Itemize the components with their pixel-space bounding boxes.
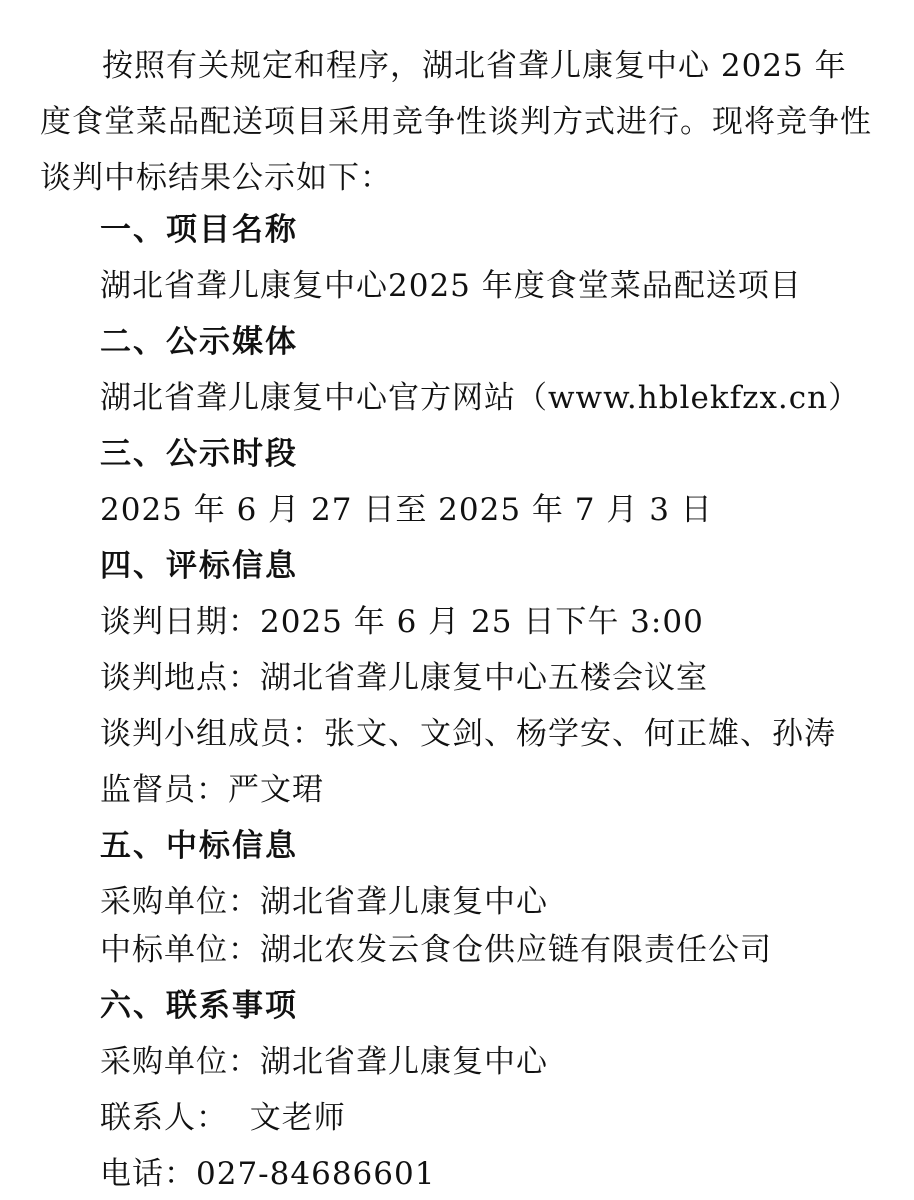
award-winner: 中标单位：湖北农发云食仓供应链有限责任公司 <box>100 932 772 968</box>
section-heading-project-name: 一、项目名称 <box>100 212 298 248</box>
evaluation-location: 谈判地点：湖北省聋儿康复中心五楼会议室 <box>100 660 708 696</box>
intro-paragraph: 按照有关规定和程序，湖北省聋儿康复中心 2025 年度食堂菜品配送项目采用竞争性谈判方式进行。现将竞争性谈判中标结果公示如下： <box>40 48 872 196</box>
section-heading-period: 三、公示时段 <box>100 436 298 472</box>
contact-phone: 电话：027-84686601 <box>100 1156 436 1192</box>
media-value: 湖北省聋儿康复中心官方网站（www.hblekfzx.cn） <box>100 380 861 416</box>
section-heading-contact: 六、联系事项 <box>100 988 298 1024</box>
section-heading-award: 五、中标信息 <box>100 828 298 864</box>
section-heading-evaluation: 四、评标信息 <box>100 548 298 584</box>
section-heading-media: 二、公示媒体 <box>100 324 298 360</box>
contact-buyer: 采购单位：湖北省聋儿康复中心 <box>100 1044 548 1080</box>
evaluation-members: 谈判小组成员：张文、文剑、杨学安、何正雄、孙涛 <box>100 716 836 752</box>
contact-person: 联系人： 文老师 <box>100 1100 346 1136</box>
evaluation-supervisor: 监督员：严文珺 <box>100 772 324 808</box>
period-value: 2025 年 6 月 27 日至 2025 年 7 月 3 日 <box>100 492 713 528</box>
award-buyer: 采购单位：湖北省聋儿康复中心 <box>100 884 548 920</box>
evaluation-date: 谈判日期：2025 年 6 月 25 日下午 3:00 <box>100 604 704 640</box>
project-name-value: 湖北省聋儿康复中心2025 年度食堂菜品配送项目 <box>100 268 802 304</box>
